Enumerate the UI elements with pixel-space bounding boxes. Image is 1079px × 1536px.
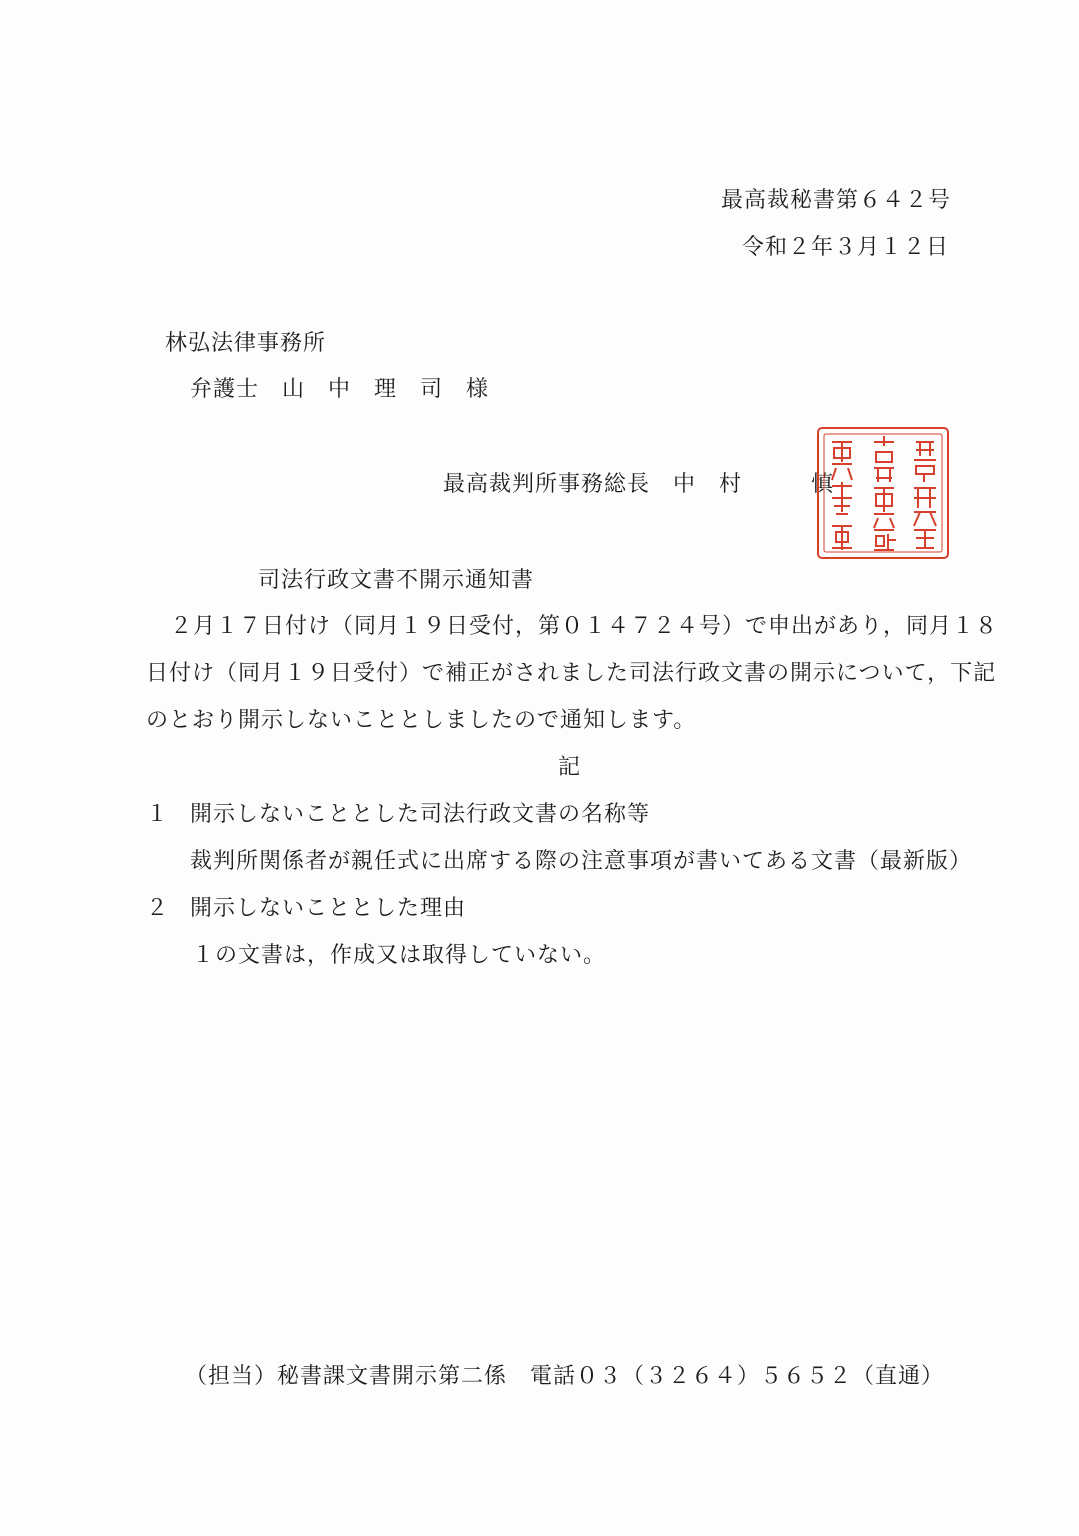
ki-heading: 記 — [558, 755, 582, 780]
document-date: 令和２年３月１２日 — [741, 235, 949, 260]
item-1-heading: 開示しないこととした司法行政文書の名称等 — [190, 802, 651, 827]
official-seal-stamp — [812, 422, 954, 564]
body-line-3: のとおり開示しないこととしましたので通知します。 — [146, 708, 697, 733]
document-number: 最高裁秘書第６４２号 — [720, 188, 951, 213]
notice-title: 司法行政文書不開示通知書 — [258, 568, 535, 593]
body-line-2: 日付け（同月１９日受付）で補正がされました司法行政文書の開示について，下記 — [146, 661, 997, 686]
footer-contact: （担当）秘書課文書開示第二係 電話０３（３２６４）５６５２（直通） — [185, 1364, 945, 1389]
item-2-detail: １の文書は，作成又は取得していない。 — [192, 943, 607, 968]
recipient-firm: 林弘法律事務所 — [165, 331, 327, 356]
item-2-number: ２ — [146, 896, 170, 921]
item-1-number: １ — [146, 802, 170, 827]
body-line-1: ２月１７日付け（同月１９日受付，第０１４７２４号）で申出があり，同月１８ — [170, 614, 999, 639]
item-2-heading: 開示しないこととした理由 — [190, 896, 467, 921]
item-1-detail: 裁判所関係者が親任式に出席する際の注意事項が書いてある文書（最新版） — [190, 849, 973, 874]
recipient-name: 弁護士 山 中 理 司 様 — [190, 377, 490, 402]
sender-name: 最高裁判所事務総長 中 村 慎 — [443, 472, 835, 497]
